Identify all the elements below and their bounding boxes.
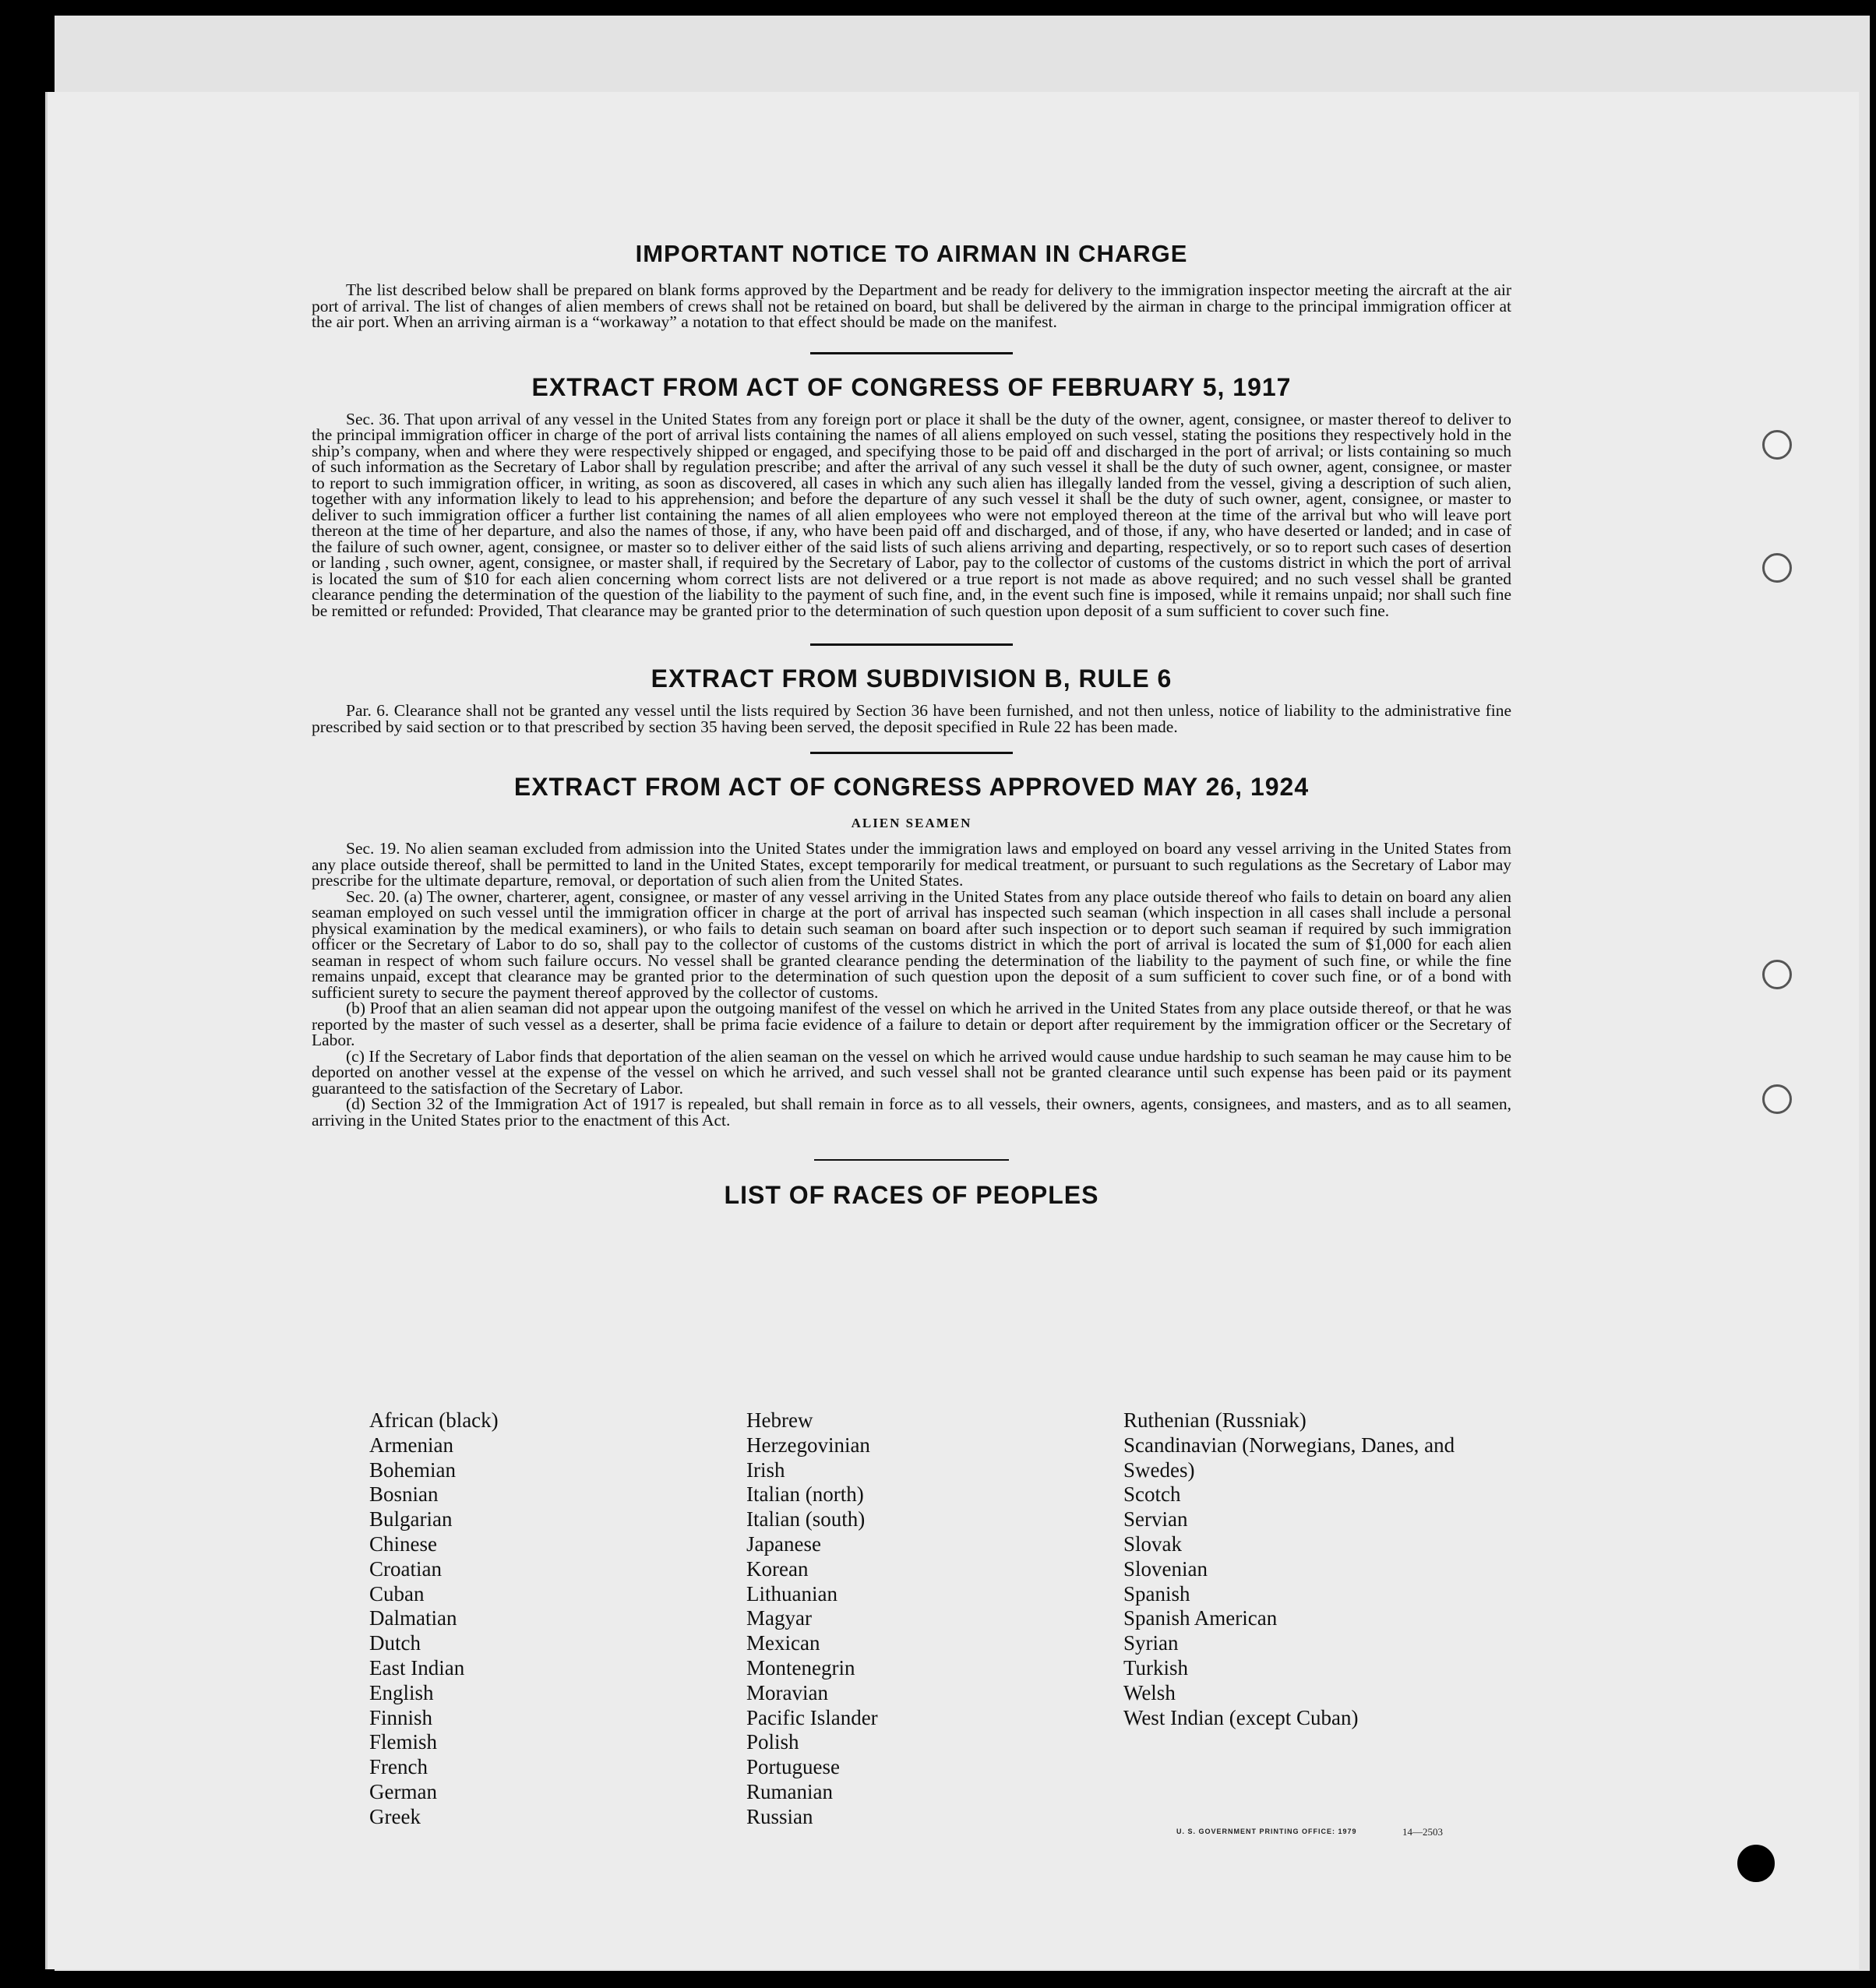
race-item: Magyar xyxy=(746,1606,812,1630)
race-item: Portuguese xyxy=(746,1755,840,1779)
act-1924-sec20a: Sec. 20. (a) The owner, charterer, agent, consignee, or master of any vessel arriving in the United States from any place outside thereof who fails to detain on board any alien seaman employed on such vessel until the immigration officer in charge at the port of arrival has inspected such seaman (which inspection in all cases shall include a personal physical examination by the medical examiners), or who fails to detain such seaman on board after such inspection or to deport such seaman if required by such immigration officer or the Secretary of Labor to do so, shall pay to the collector of customs of the customs district in which the port of arrival is located the sum of $1,000 for each alien seaman in respect of whom such failure occurs. No vessel shall be granted clearance pending the determination of the liability to the payment of such fine, or while the fine remains unpaid, except that clearance may be granted prior to the determination of such question upon the deposit of a sum sufficient to cover such fine, or of a bond with sufficient surety to secure the payment thereof approved by the collector of customs. xyxy=(312,886,1511,1002)
printer-imprint: U. S. GOVERNMENT PRINTING OFFICE: 1979 xyxy=(1176,1828,1357,1835)
race-item: Slovak xyxy=(1123,1532,1183,1556)
race-item: Finnish xyxy=(369,1705,433,1729)
race-item: Italian (south) xyxy=(746,1507,866,1532)
notice-title: IMPORTANT NOTICE TO AIRMAN IN CHARGE xyxy=(635,240,1188,267)
race-item: Scandinavian (Norwegians, Danes, and Swedes) xyxy=(1123,1433,1455,1482)
punch-hole-icon xyxy=(1762,1084,1792,1114)
race-item: Syrian xyxy=(1123,1631,1179,1655)
rule-6-title: EXTRACT FROM SUBDIVISION B, RULE 6 xyxy=(651,664,1172,693)
race-item: Greek xyxy=(369,1804,421,1828)
race-item: Dalmatian xyxy=(369,1606,457,1630)
race-item: Spanish American xyxy=(1123,1606,1278,1630)
race-item: Cuban xyxy=(369,1581,425,1606)
race-item: Flemish xyxy=(369,1730,438,1754)
punch-hole-icon xyxy=(1762,960,1792,989)
race-item: Japanese xyxy=(746,1532,821,1556)
section-divider xyxy=(810,643,1013,646)
race-item: Bulgarian xyxy=(369,1507,453,1532)
race-item: Italian (north) xyxy=(746,1482,864,1507)
races-column-1 xyxy=(369,1408,696,1830)
punch-hole-icon xyxy=(1762,430,1792,460)
race-item: English xyxy=(369,1680,434,1704)
race-item: German xyxy=(369,1779,437,1803)
race-item: Hebrew xyxy=(746,1408,813,1432)
race-item: Ruthenian (Russniak) xyxy=(1123,1408,1306,1432)
act-1917-sec36: Sec. 36. That upon arrival of any vessel in the United States from any foreign port or place it shall be the duty of the owner, agent, consignee, or master thereof to deliver to the principal immigration officer in charge of the port of arrival lists containing the names of all aliens employed on such vessel, stating the positions they respectively hold in the ship’s company, when and where they were respectively shipped or engaged, and specifying those to be paid off and discharged in the port of arrival; or lists containing so much of such information as the Secretary of Labor shall by regulation prescribe; and after the arrival of any such vessel it shall be the duty of such owner, agent, consignee, or master to report to such immigration officer, in writing, as soon as discovered, all cases in which any such alien has illegally landed from the vessel, giving a description of such alien, together with any information likely to lead to his apprehension; and before the departure of any such vessel it shall be the duty of such owner, agent, consignee, or master to deliver to such immigration officer a further list containing the names of all alien employees who were not employed thereon at the time of the arrival but who will leave port thereon at the time of her departure, and also the names of those, if any, who have been paid off and discharged, and of those, if any, who have deserted or landed; and in case of the failure of such owner, agent, consignee, or master so to deliver either of the said lists of such aliens arriving and departing, respectively, or so to report such cases of desertion or landing , such owner, agent, consignee, or master shall, if required by the Secretary of Labor, pay to the collector of customs of the customs district in which the port of arrival is located the sum of $10 for each alien concerning whom correct lists are not delivered or a true report is not made as above required; and no such vessel shall be granted clearance pending the determination of the question of the liability to the payment of such fine, and, in the event such fine is imposed, while it remains unpaid; nor shall such fine be remitted or refunded: Provided, That clearance may be granted prior to the determination of such question upon deposit of a sum sufficient to cover such fine. xyxy=(312,409,1511,620)
race-item: Spanish xyxy=(1123,1581,1190,1606)
document-body xyxy=(312,140,1511,1210)
punch-hole-icon xyxy=(1762,553,1792,583)
form-number: 14—2503 xyxy=(1402,1826,1443,1838)
rule-6-par6: Par. 6. Clearance shall not be granted any vessel until the lists required by Section 36 have been furnished, and not then unless, notice of liability to the administrative fine prescribed by said section or to that prescribed by section 35 having been served, the deposit specified in Rule 22 has been made. xyxy=(312,701,1511,736)
act-1924-sec20d: (d) Section 32 of the Immigration Act of 1917 is repealed, but shall remain in force as to all vessels, their owners, agents, consignees, and masters, and as to all seamen, arriving in the United States prior to the enactment of this Act. xyxy=(312,1094,1511,1130)
section-divider xyxy=(810,752,1013,754)
race-item: Bosnian xyxy=(369,1482,439,1507)
race-item: Turkish xyxy=(1123,1655,1189,1680)
act-1917-title: EXTRACT FROM ACT OF CONGRESS OF FEBRUARY 5, 1917 xyxy=(531,372,1292,401)
race-item: Herzegovinian xyxy=(746,1433,870,1457)
section-divider xyxy=(814,1159,1009,1161)
race-item: Rumanian xyxy=(746,1779,833,1803)
race-item: Mexican xyxy=(746,1631,820,1655)
notice-text: The list described below shall be prepared on blank forms approved by the Department and be ready for delivery to the immigration inspector meeting the aircraft at the air port of arrival. The list of changes of alien members of crews shall not be retained on board, but shall be delivered by the airman in charge to the principal immigration officer at the air port. When an arriving airman is a “workaway” a notation to that effect should be made on the manifest. xyxy=(312,280,1511,331)
race-item: Servian xyxy=(1123,1507,1188,1532)
race-item: Montenegrin xyxy=(746,1655,855,1680)
alien-seamen-subtitle: ALIEN SEAMEN xyxy=(851,816,972,830)
race-item: African (black) xyxy=(369,1408,499,1432)
races-column-2 xyxy=(746,1408,1089,1830)
race-item: Slovenian xyxy=(1123,1556,1208,1581)
race-item: Polish xyxy=(746,1730,799,1754)
section-divider xyxy=(810,352,1013,354)
races-column-3 xyxy=(1123,1408,1513,1730)
race-item: Armenian xyxy=(369,1433,453,1457)
race-item: Pacific Islander xyxy=(746,1705,878,1729)
race-item: Welsh xyxy=(1123,1680,1176,1704)
race-item: Lithuanian xyxy=(746,1581,838,1606)
race-item: Dutch xyxy=(369,1631,421,1655)
race-item: West Indian (except Cuban) xyxy=(1123,1705,1359,1729)
race-item: Irish xyxy=(746,1458,785,1482)
act-1924-sec19: Sec. 19. No alien seaman excluded from admission into the United States under the immigration laws and employed on board any vessel arriving in the United States from any place outside thereof, shall be permitted to land in the United States, except temporarily for medical treatment, or pursuant to such regulations as the Secretary of Labor may prescribe for the ultimate departure, removal, or deportation of such alien from the United States. xyxy=(312,839,1511,890)
race-item: French xyxy=(369,1755,428,1779)
act-1924-title: EXTRACT FROM ACT OF CONGRESS APPROVED MAY 26, 1924 xyxy=(513,773,1310,801)
races-title: LIST OF RACES OF PEOPLES xyxy=(724,1181,1099,1209)
race-item: Chinese xyxy=(369,1532,437,1556)
race-item: Croatian xyxy=(369,1556,442,1581)
race-item: East Indian xyxy=(369,1655,465,1680)
act-1924-sec20b: (b) Proof that an alien seaman did not appear upon the outgoing manifest of the vessel on which he arrived in the United States from any place outside thereof, or that he was reported by the master of such vessel as a deserter, shall be prima facie evidence of a failure to detain or deport after requirement by the immigration officer or the Secretary of Labor. xyxy=(312,999,1511,1049)
race-item: Russian xyxy=(746,1804,813,1828)
act-1924-sec20c: (c) If the Secretary of Labor finds that deportation of the alien seaman on the vessel on which he arrived would cause undue hardship to such seaman he may cause him to be deported on another vessel at the expense of the vessel on which he arrived, and such vessel shall not be granted clearance until such expense has been paid or its payment guaranteed to the satisfaction of the Secretary of Labor. xyxy=(312,1046,1511,1098)
race-item: Bohemian xyxy=(369,1458,456,1482)
punch-hole-icon xyxy=(1737,1845,1775,1882)
race-item: Korean xyxy=(746,1556,809,1581)
race-item: Scotch xyxy=(1123,1482,1181,1507)
race-item: Moravian xyxy=(746,1680,828,1704)
